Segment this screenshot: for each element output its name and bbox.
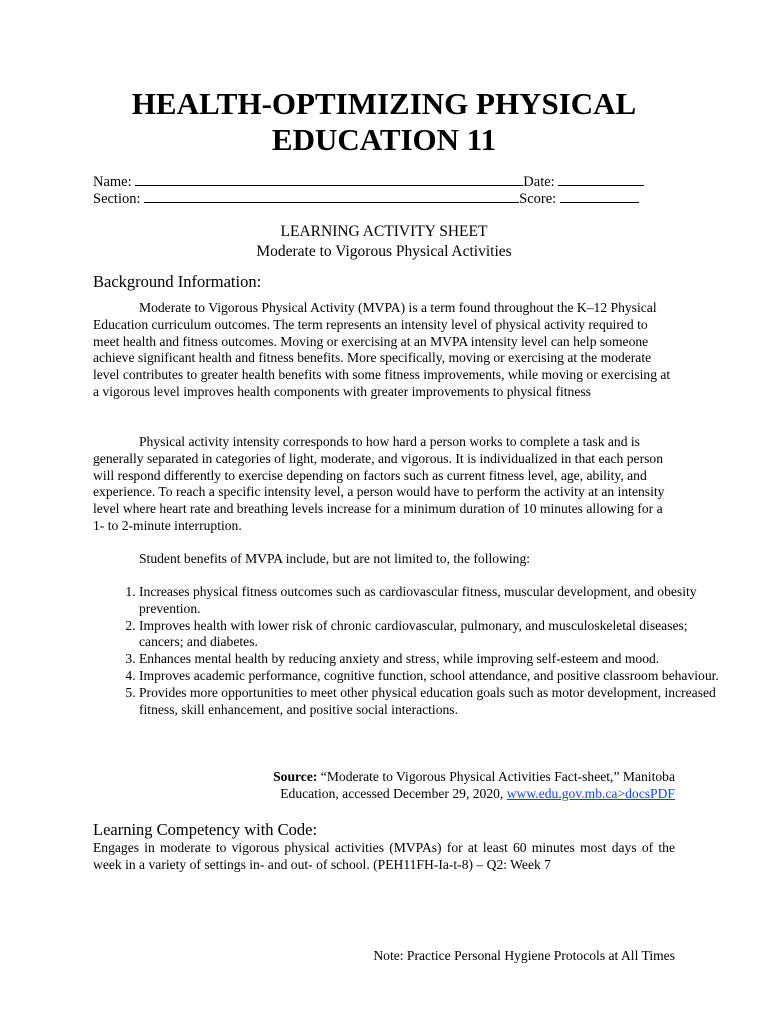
score-label: Score: <box>519 191 557 207</box>
sheet-header <box>0 222 768 262</box>
source-text-line-1: “Moderate to Vigorous Physical Activities Fact-sheet,” Manitoba <box>317 769 675 784</box>
benefit-item: 3. Enhances mental health by reducing anxiety and stress, while improving self-esteem and mood. <box>139 651 721 668</box>
sheet-label: LEARNING ACTIVITY SHEET <box>280 223 488 240</box>
benefit-item: 4. Improves academic performance, cognitive function, school attendance, and positive classroom behaviour. <box>139 668 721 685</box>
background-heading: Background Information: <box>93 272 262 291</box>
source-citation <box>93 769 675 803</box>
benefit-item: 5. Provides more opportunities to meet other physical education goals such as motor development, increased fitness, skill enhancement, and positive social interactions. <box>139 685 721 719</box>
section-score-row <box>93 189 653 208</box>
benefit-item: 1. Increases physical fitness outcomes such as cardiovascular fitness, muscular development, and obesity prevention. <box>139 584 721 618</box>
footer-note: Note: Practice Personal Hygiene Protocols at All Times <box>373 948 675 963</box>
competency-text: Engages in moderate to vigorous physical activities (MVPAs) for at least 60 minutes most days of the week in a variety of settings in- and out- of school. (PEH11FH-Ia-t-8) – Q2: Week 7 <box>93 840 675 872</box>
source-label: Source: <box>273 769 318 784</box>
date-field-line[interactable] <box>558 172 644 186</box>
name-field-line[interactable] <box>135 172 523 186</box>
benefits-intro: Student benefits of MVPA include, but are not limited to, the following: <box>139 551 531 566</box>
benefits-list <box>93 584 721 718</box>
score-field-line[interactable] <box>560 189 639 203</box>
background-paragraph-1: Moderate to Vigorous Physical Activity (MVPA) is a term found throughout the K–12 Physical Education curriculum outcomes. The term represents an intensity level of physical activity required to meet health and fitness outcomes. Moving or exercising at an MVPA intensity level can help someone achieve significant health and fitness benefits. More specifically, moving or exercising at the moderate level contributes to greater health benefits with some fitness improvements, while moving or exercising at a vigorous level improves health components with greater improvements to physical fitness <box>93 300 671 399</box>
sheet-subtitle: Moderate to Vigorous Physical Activities <box>256 243 512 260</box>
title-line-2: EDUCATION 11 <box>271 122 497 157</box>
background-paragraph-2: Physical activity intensity corresponds to how hard a person works to complete a task and is generally separated in categories of light, moderate, and vigorous. It is individualized in that each person will respond differently to exercise depending on factors such as current fitness level, age, ability, and experience. To reach a specific intensity level, a person would have to perform the activity at an intensity level where heart rate and breathing levels increase for a minimum duration of 10 minutes allowing for a 1- to 2-minute interruption. <box>93 434 665 533</box>
competency-heading: Learning Competency with Code: <box>93 820 318 839</box>
date-label: Date: <box>523 174 555 190</box>
section-field-line[interactable] <box>144 189 519 203</box>
document-title <box>0 86 768 158</box>
source-link[interactable]: www.edu.gov.mb.ca>docsPDF <box>506 785 675 801</box>
name-label: Name: <box>93 174 132 190</box>
source-text-line-2: Education, accessed December 29, 2020, <box>280 785 507 801</box>
benefit-item: 2. Improves health with lower risk of chronic cardiovascular, pulmonary, and musculoskeletal diseases; cancers; and diabetes. <box>139 618 721 652</box>
section-label: Section: <box>93 191 141 207</box>
title-line-1: HEALTH-OPTIMIZING PHYSICAL <box>131 86 637 121</box>
